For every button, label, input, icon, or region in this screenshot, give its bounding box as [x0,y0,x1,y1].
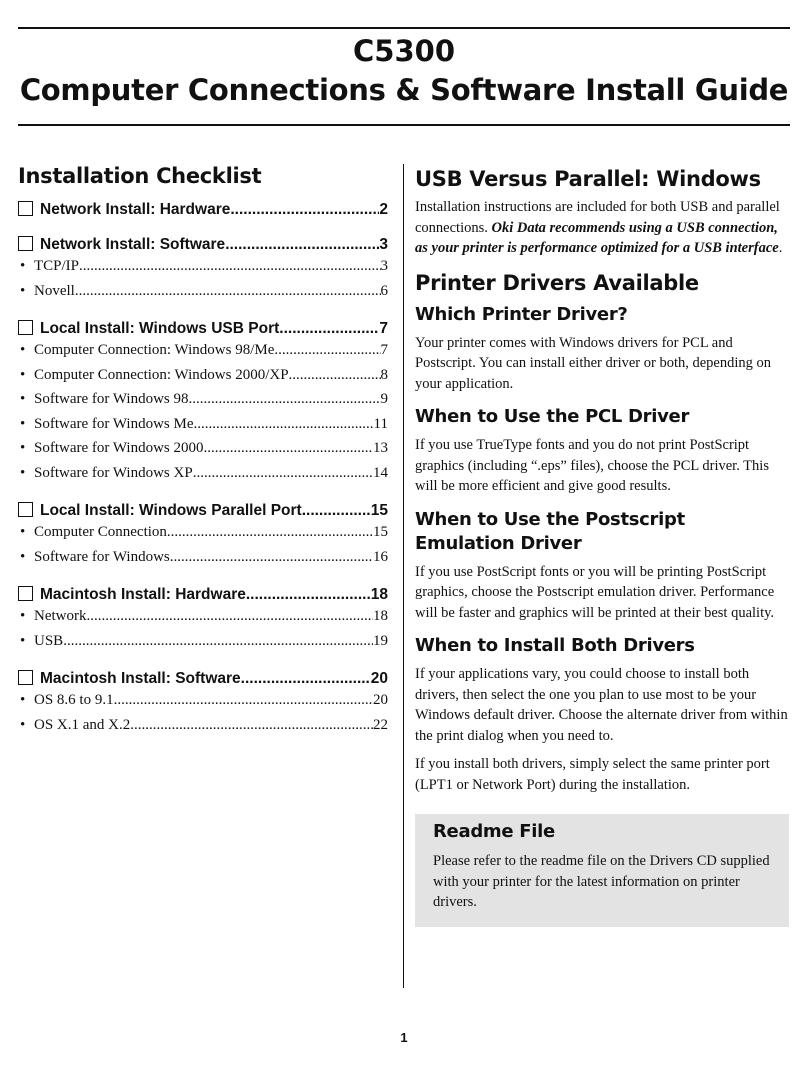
printer-drivers-heading: Printer Drivers Available [415,270,699,295]
checklist-item [18,549,388,574]
page-number: 1 [400,1030,408,1045]
dot-leader [114,692,373,709]
item-page: 11 [373,415,388,432]
top-rule [18,27,790,29]
bullet-icon: • [20,632,26,649]
section-page: 15 [370,502,388,519]
checklist-item [18,717,388,742]
checklist-item [18,391,388,416]
right-column [415,164,789,927]
item-label: Software for Windows 98 [34,391,189,407]
dot-leader [170,549,373,566]
item-label: TCP/IP [34,258,80,274]
checkbox-icon[interactable] [18,201,33,216]
checklist-item [18,524,388,549]
item-label: Computer Connection: Windows 98/Me [34,342,275,358]
bullet-icon: • [20,716,26,733]
checklist-section-header [18,500,388,524]
checklist-section-header [18,318,388,342]
dot-leader [79,258,380,275]
dot-leader [246,586,371,604]
item-page: 3 [380,258,388,274]
usb-vs-parallel-text: Installation instructions are included for both USB and parallel connections. Oki Data recommends using a USB connection, as your printer is performance optimized for a USB interface. [415,199,783,256]
dot-leader [87,608,374,625]
bullet-icon: • [20,366,26,383]
item-label: Software for Windows Me [34,415,194,432]
item-page: 14 [373,464,388,481]
installation-checklist [18,164,388,752]
readme-heading: Readme File [433,821,555,842]
item-label: Computer Connection: Windows 2000/XP [34,366,289,383]
section-page: 2 [379,201,388,218]
checklist-section-header [18,234,388,258]
dot-leader [75,283,381,300]
section-title: Macintosh Install: Hardware [40,586,246,603]
item-page: 15 [373,524,388,540]
item-page: 6 [380,282,388,299]
item-page: 13 [373,440,388,456]
doc-title: Computer Connections & Software Install Guide [19,73,789,107]
checklist-section [18,318,388,489]
dot-leader [194,416,374,433]
bullet-icon: • [20,282,26,299]
bullet-icon: • [20,440,26,456]
checklist-item [18,258,388,283]
dot-leader [167,524,373,541]
section-title: Macintosh Install: Software [40,670,241,687]
dot-leader [225,236,379,254]
dot-leader [302,502,371,520]
section-title: Local Install: Windows USB Port [40,320,280,337]
which-driver-heading: Which Printer Driver? [415,303,628,325]
checklist-section [18,584,388,657]
checklist-item [18,608,388,633]
postscript-driver-text: If you use PostScript fonts or you will be printing PostScript graphics, choose the Postscript emulation driver. Performance will be faster and graphics will be printed at their best quality. [415,563,775,621]
item-label: OS X.1 and X.2 [34,716,131,733]
item-label: OS 8.6 to 9.1 [34,692,114,708]
checklist-sections [18,199,388,741]
doc-title-model: C5300 [353,34,455,68]
pcl-driver-heading: When to Use the PCL Driver [415,406,690,427]
item-label: Software for Windows XP [34,464,193,481]
dot-leader [189,391,381,408]
item-label: Software for Windows 2000 [34,440,204,456]
dot-leader [241,670,371,688]
item-page: 9 [380,391,388,407]
bullet-icon: • [20,692,26,708]
item-label: USB [34,632,64,649]
checklist-item [18,465,388,490]
dot-leader [193,465,373,482]
bullet-icon: • [20,464,26,481]
bullet-icon: • [20,608,26,624]
item-page: 18 [373,608,388,624]
dot-leader [204,440,373,457]
both-drivers-text-1: If your applications vary, you could choose to install both drivers, then select the one you plan to use most to be your Windows default driver. Choose the alternate driver from within the print dialog when you need to. [415,666,788,744]
checkbox-icon[interactable] [18,320,33,335]
checklist-section [18,199,388,223]
dot-leader [230,201,379,219]
bullet-icon: • [20,391,26,407]
section-page: 18 [370,586,388,603]
checklist-section [18,234,388,307]
dot-leader [63,633,373,650]
checklist-section-header [18,668,388,692]
bullet-icon: • [20,524,26,540]
checklist-section [18,668,388,741]
checklist-heading: Installation Checklist [18,164,262,188]
section-page: 20 [370,670,388,687]
dot-leader [274,342,380,359]
item-page: 22 [373,716,388,733]
dot-leader [130,717,373,734]
item-page: 20 [373,692,388,708]
checkbox-icon[interactable] [18,236,33,251]
checkbox-icon[interactable] [18,670,33,685]
checklist-item [18,692,388,717]
section-page: 3 [379,236,388,253]
checklist-item [18,633,388,658]
bullet-icon: • [20,415,26,432]
item-page: 7 [380,342,388,358]
checklist-item [18,367,388,392]
readme-text: Please refer to the readme file on the Drivers CD supplied with your printer for the latest information on printer drivers. [433,853,770,910]
bullet-icon: • [20,548,26,565]
checklist-item [18,283,388,308]
dot-leader [289,367,381,384]
checklist-section [18,500,388,573]
checkbox-icon[interactable] [18,502,33,517]
section-page: 7 [379,320,388,337]
section-title: Network Install: Hardware [40,201,231,218]
checklist-item [18,342,388,367]
checklist-section-header [18,584,388,608]
item-page: 16 [373,548,388,565]
bullet-icon: • [20,342,26,358]
section-title: Local Install: Windows Parallel Port [40,502,302,519]
postscript-driver-heading: When to Use the Postscript Emulation Driver [415,508,685,554]
checklist-item [18,440,388,465]
item-label: Computer Connection [34,524,167,540]
usb-recommendation: Oki Data recommends using a USB connection, as your printer is performance optimized for a USB interface [415,219,779,256]
item-label: Software for Windows [34,548,170,565]
usb-vs-parallel-heading: USB Versus Parallel: Windows [415,167,761,191]
which-driver-text: Your printer comes with Windows drivers for PCL and Postscript. You can install either driver or both, depending on your application. [415,334,772,392]
title-bottom-rule [18,124,790,126]
item-page: 19 [373,632,388,649]
section-title: Network Install: Software [40,236,226,253]
checklist-section-header [18,199,388,223]
checklist-item [18,416,388,441]
readme-callout [415,814,789,927]
checkbox-icon[interactable] [18,586,33,601]
dot-leader [279,320,379,338]
item-page: 8 [380,366,388,383]
both-drivers-heading: When to Install Both Drivers [415,635,695,656]
both-drivers-text-2: If you install both drivers, simply select the same printer port (LPT1 or Network Port) during the installation. [415,756,770,793]
item-label: Novell [34,282,75,299]
pcl-driver-text: If you use TrueType fonts and you do not print PostScript graphics (including “.eps” files), choose the PCL driver. This will be more efficient and give good results. [415,437,769,494]
item-label: Network [34,608,87,624]
bullet-icon: • [20,258,26,274]
column-divider [403,164,404,988]
